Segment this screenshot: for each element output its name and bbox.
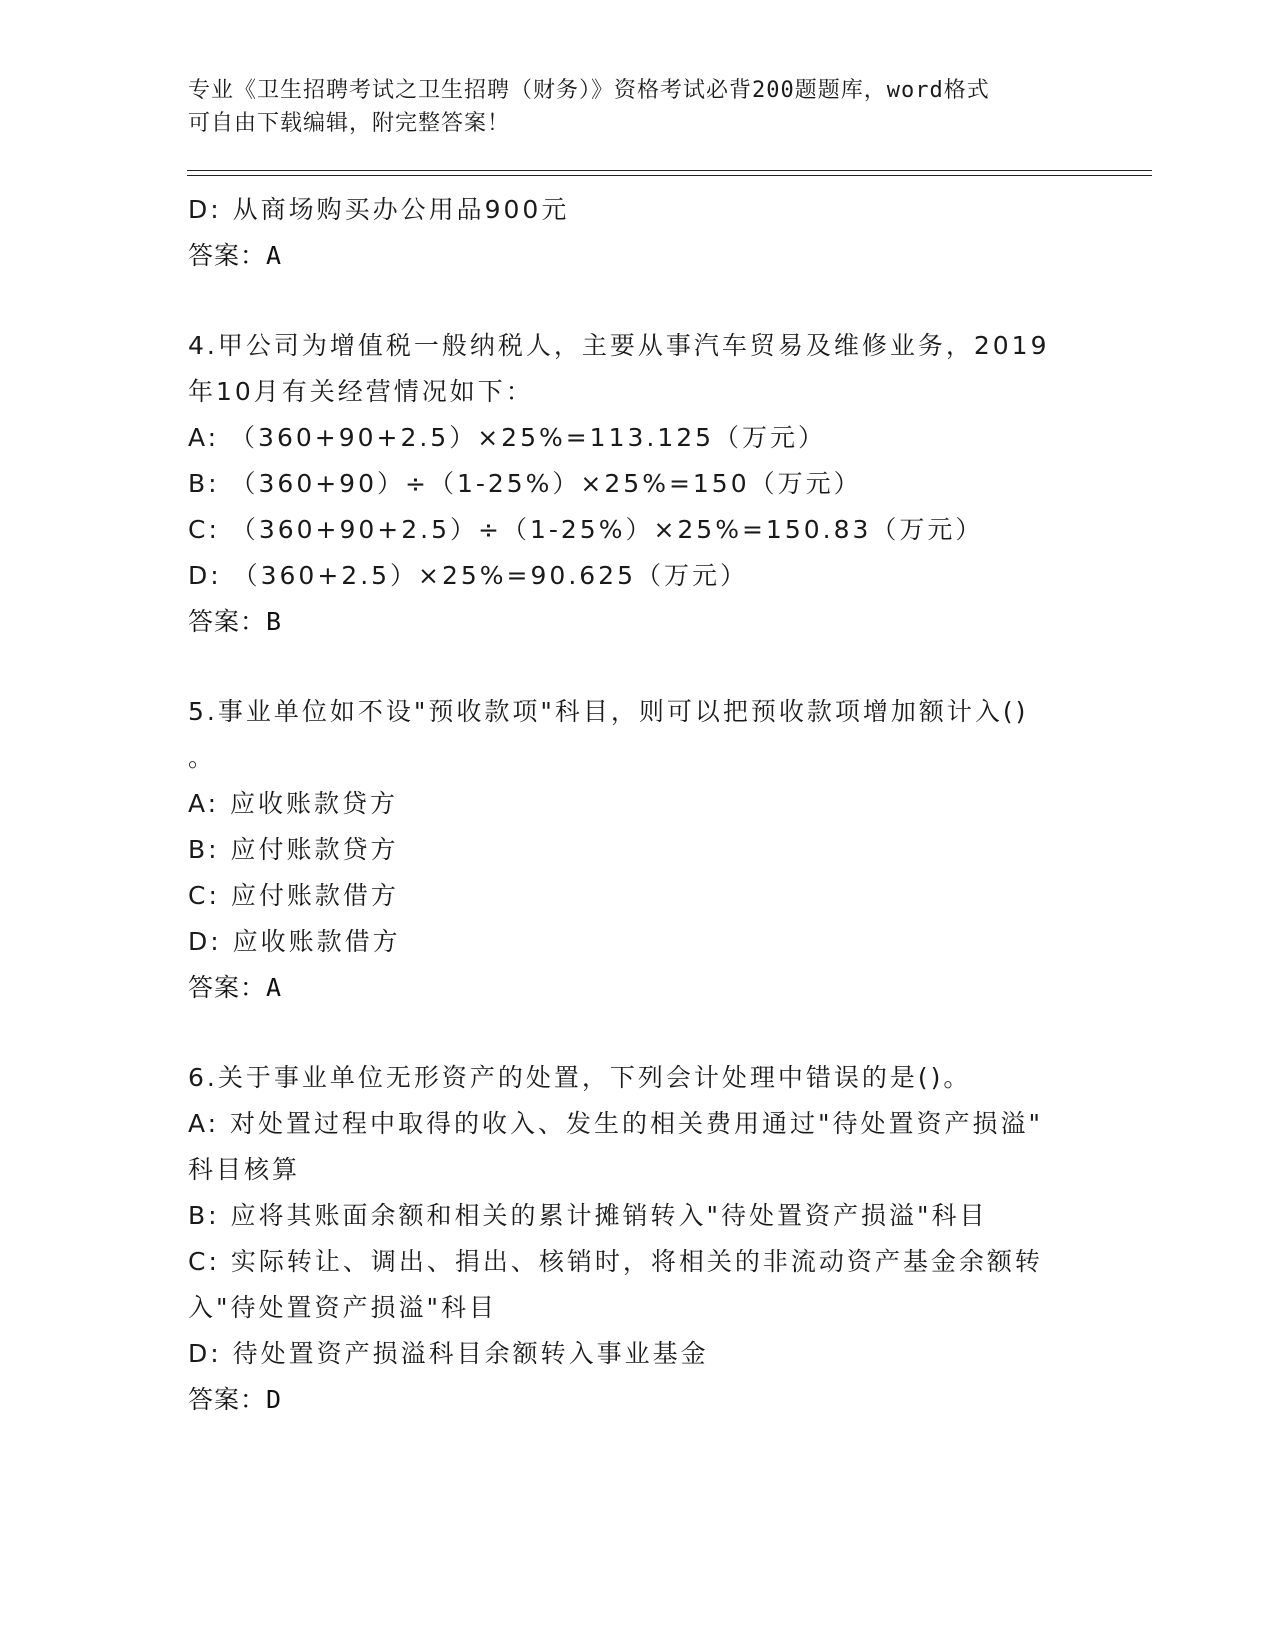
q6-option-d: D: 待处置资产损溢科目余额转入事业基金 [188, 1339, 709, 1368]
q5-stem-line-2: 。 [188, 743, 217, 772]
q6-option-c-line-2: 入"待处置资产损溢"科目 [188, 1293, 497, 1322]
q6-option-c-line-1: C: 实际转让、调出、捐出、核销时，将相关的非流动资产基金余额转 [188, 1247, 1043, 1276]
header-title-line-2: 可自由下载编辑，附完整答案！ [188, 111, 511, 136]
question-3-tail [188, 187, 1088, 279]
q5-answer: 答案：A [188, 973, 283, 1002]
q5-option-c: C: 应付账款借方 [188, 881, 399, 910]
q3-answer: 答案：A [188, 241, 283, 270]
header-divider-bottom [187, 175, 1152, 176]
q4-option-c: C: （360+90+2.5）÷（1-25%）×25%=150.83（万元） [188, 515, 984, 544]
q6-option-b: B: 应将其账面余额和相关的累计摊销转入"待处置资产损溢"科目 [188, 1201, 988, 1230]
q4-option-b: B: （360+90）÷（1-25%）×25%=150（万元） [188, 469, 862, 498]
q6-option-a-line-2: 科目核算 [188, 1155, 301, 1184]
q4-option-d: D: （360+2.5）×25%=90.625（万元） [188, 561, 748, 590]
q4-answer: 答案：B [188, 607, 283, 636]
q6-stem: 6.关于事业单位无形资产的处置，下列会计处理中错误的是()。 [188, 1063, 972, 1092]
q6-answer: 答案：D [188, 1385, 283, 1414]
q4-option-a: A: （360+90+2.5）×25%=113.125（万元） [188, 423, 827, 452]
q5-option-b: B: 应付账款贷方 [188, 835, 399, 864]
header-title-line-1: 专业《卫生招聘考试之卫生招聘（财务）》资格考试必背200题题库，word格式 [188, 78, 990, 103]
q5-option-a: A: 应收账款贷方 [188, 789, 399, 818]
q5-option-d: D: 应收账款借方 [188, 927, 401, 956]
q4-stem-line-2: 年10月有关经营情况如下： [188, 377, 534, 406]
question-6 [188, 1055, 1088, 1423]
q5-stem-line-1: 5.事业单位如不设"预收款项"科目，则可以把预收款项增加额计入() [188, 697, 1029, 726]
question-list [188, 187, 1088, 1423]
header-divider-top [187, 170, 1152, 171]
q4-stem-line-1: 4.甲公司为增值税一般纳税人，主要从事汽车贸易及维修业务，2019 [188, 331, 1050, 360]
q3-option-d: D: 从商场购买办公用品900元 [188, 195, 570, 224]
question-4 [188, 323, 1088, 645]
q6-option-a-line-1: A: 对处置过程中取得的收入、发生的相关费用通过"待处置资产损溢" [188, 1109, 1044, 1138]
document-header [188, 74, 1078, 140]
question-5 [188, 689, 1088, 1011]
